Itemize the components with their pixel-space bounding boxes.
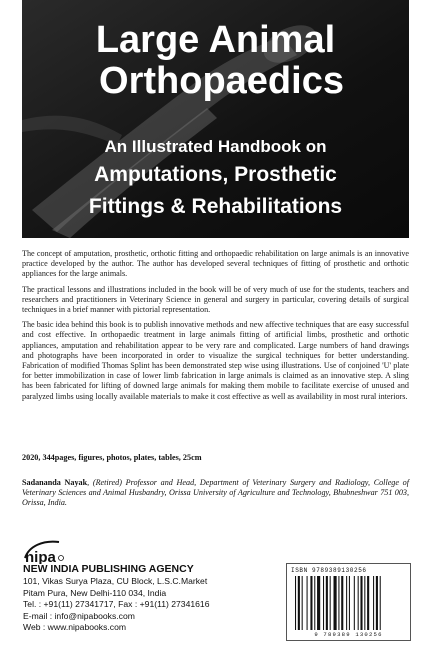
isbn-label: ISBN 9789389130256 — [291, 567, 367, 574]
publisher-phone: Tel. : +91(11) 27341717, Fax : +91(11) 27341616 — [23, 599, 210, 610]
author-name: Sadananda Nayak — [22, 478, 88, 487]
barcode-bar — [380, 576, 381, 630]
nipa-logo-text: nipa — [25, 549, 56, 564]
publisher-info — [23, 563, 210, 634]
cover-banner — [22, 0, 409, 238]
description-paragraph-2: The practical lessons and illustrations included in the book will be of very much of use for the students, teachers and researchers and practitioners in Veterinary Science in general and surgery in particular, covering details of surgical techniques in a brief manner with pictorial representation. — [22, 284, 409, 315]
barcode-bar — [334, 576, 337, 630]
book-specs: 2020, 344pages, figures, photos, plates, tables, 25cm — [22, 453, 202, 462]
barcode-bar — [295, 576, 296, 630]
barcode-bar — [314, 576, 315, 630]
barcode-bar — [364, 576, 365, 630]
barcode-bar — [317, 576, 320, 630]
barcode-bar — [349, 576, 350, 630]
barcode-bar — [330, 576, 331, 630]
barcode-bar — [346, 576, 347, 630]
barcode-bar — [298, 576, 300, 630]
publisher-website: Web : www.nipabooks.com — [23, 622, 127, 633]
nipa-logo — [23, 538, 65, 564]
description-paragraph-3: The basic idea behind this book is to publish innovative methods and new affective techniques that are easy successful and cost effective. In orthopaedic treatment in large animals fitting of artificial limbs, prosthetic and orthotic appliances, amputation and rehabilitation appear to be very rare and complicated. Large numbers of hand drawings and photographs have been incorporated in order to visualize the surgical techniques for better understanding. Fabrication of modified Thomas Splint has been demonstrated step wise using illustrations. Use of conjoined 'U' plate for better immobilization in case of lower limb fabrication in large animals is claimed as an innovative step. A sling has been fabricated for lifting of downed large animals for making them mobile to facilitate exercise of unused and paralyzed limbs using locally available materials to make it cost effective as well as availability in most rural interiors. — [22, 320, 409, 401]
barcode-bar — [341, 576, 343, 630]
subtitle-line-3: Fittings & Rehabilitations — [88, 195, 343, 218]
publisher-address-1: 101, Vikas Surya Plaza, CU Block, L.S.C.Market — [23, 576, 208, 586]
barcode-bar — [310, 576, 312, 630]
barcode-icon — [293, 576, 404, 630]
barcode-bar — [323, 576, 324, 630]
book-description — [22, 249, 409, 407]
barcode-bar — [358, 576, 359, 630]
barcode-bar — [307, 576, 308, 630]
publisher-address-2: Pitam Pura, New Delhi-110 034, India — [23, 587, 167, 598]
description-paragraph-1: The concept of amputation, prosthetic, orthotic fitting and orthopaedic rehabilitation on large animals is an innovative practice developed by the author. The author has developed several techniques of fitting of prosthetic and orthotic appliances for the large animals. — [22, 249, 409, 279]
subtitle-line-2: Amputations, Prosthetic — [94, 163, 337, 186]
book-title-line-2: Orthopaedics — [99, 60, 344, 102]
publisher-name: NEW INDIA PUBLISHING AGENCY — [23, 563, 194, 575]
subtitle-line-1: An Illustrated Handbook on — [104, 137, 327, 156]
barcode-bar — [338, 576, 339, 630]
barcode-bar — [367, 576, 369, 630]
barcode-bar — [354, 576, 355, 630]
book-title-line-1: Large Animal — [95, 19, 336, 61]
publisher-email: E-mail : info@nipabooks.com — [23, 610, 135, 621]
isbn-barcode-box — [286, 563, 411, 641]
barcode-bar — [376, 576, 378, 630]
barcode-bar — [302, 576, 303, 630]
author-info — [22, 478, 409, 509]
isbn-digits: 9 789389 130256 — [314, 631, 383, 638]
barcode-bar — [326, 576, 328, 630]
barcode-bar — [360, 576, 362, 630]
author-details: , (Retired) Professor and Head, Department of Veterinary Surgery and Radiology, College of Veterinary Sciences and Animal Husbandry, Orissa University of Agriculture and Technology, Bhubneshwar 751 003, Orissa, India. — [22, 478, 410, 508]
barcode-bar — [373, 576, 374, 630]
